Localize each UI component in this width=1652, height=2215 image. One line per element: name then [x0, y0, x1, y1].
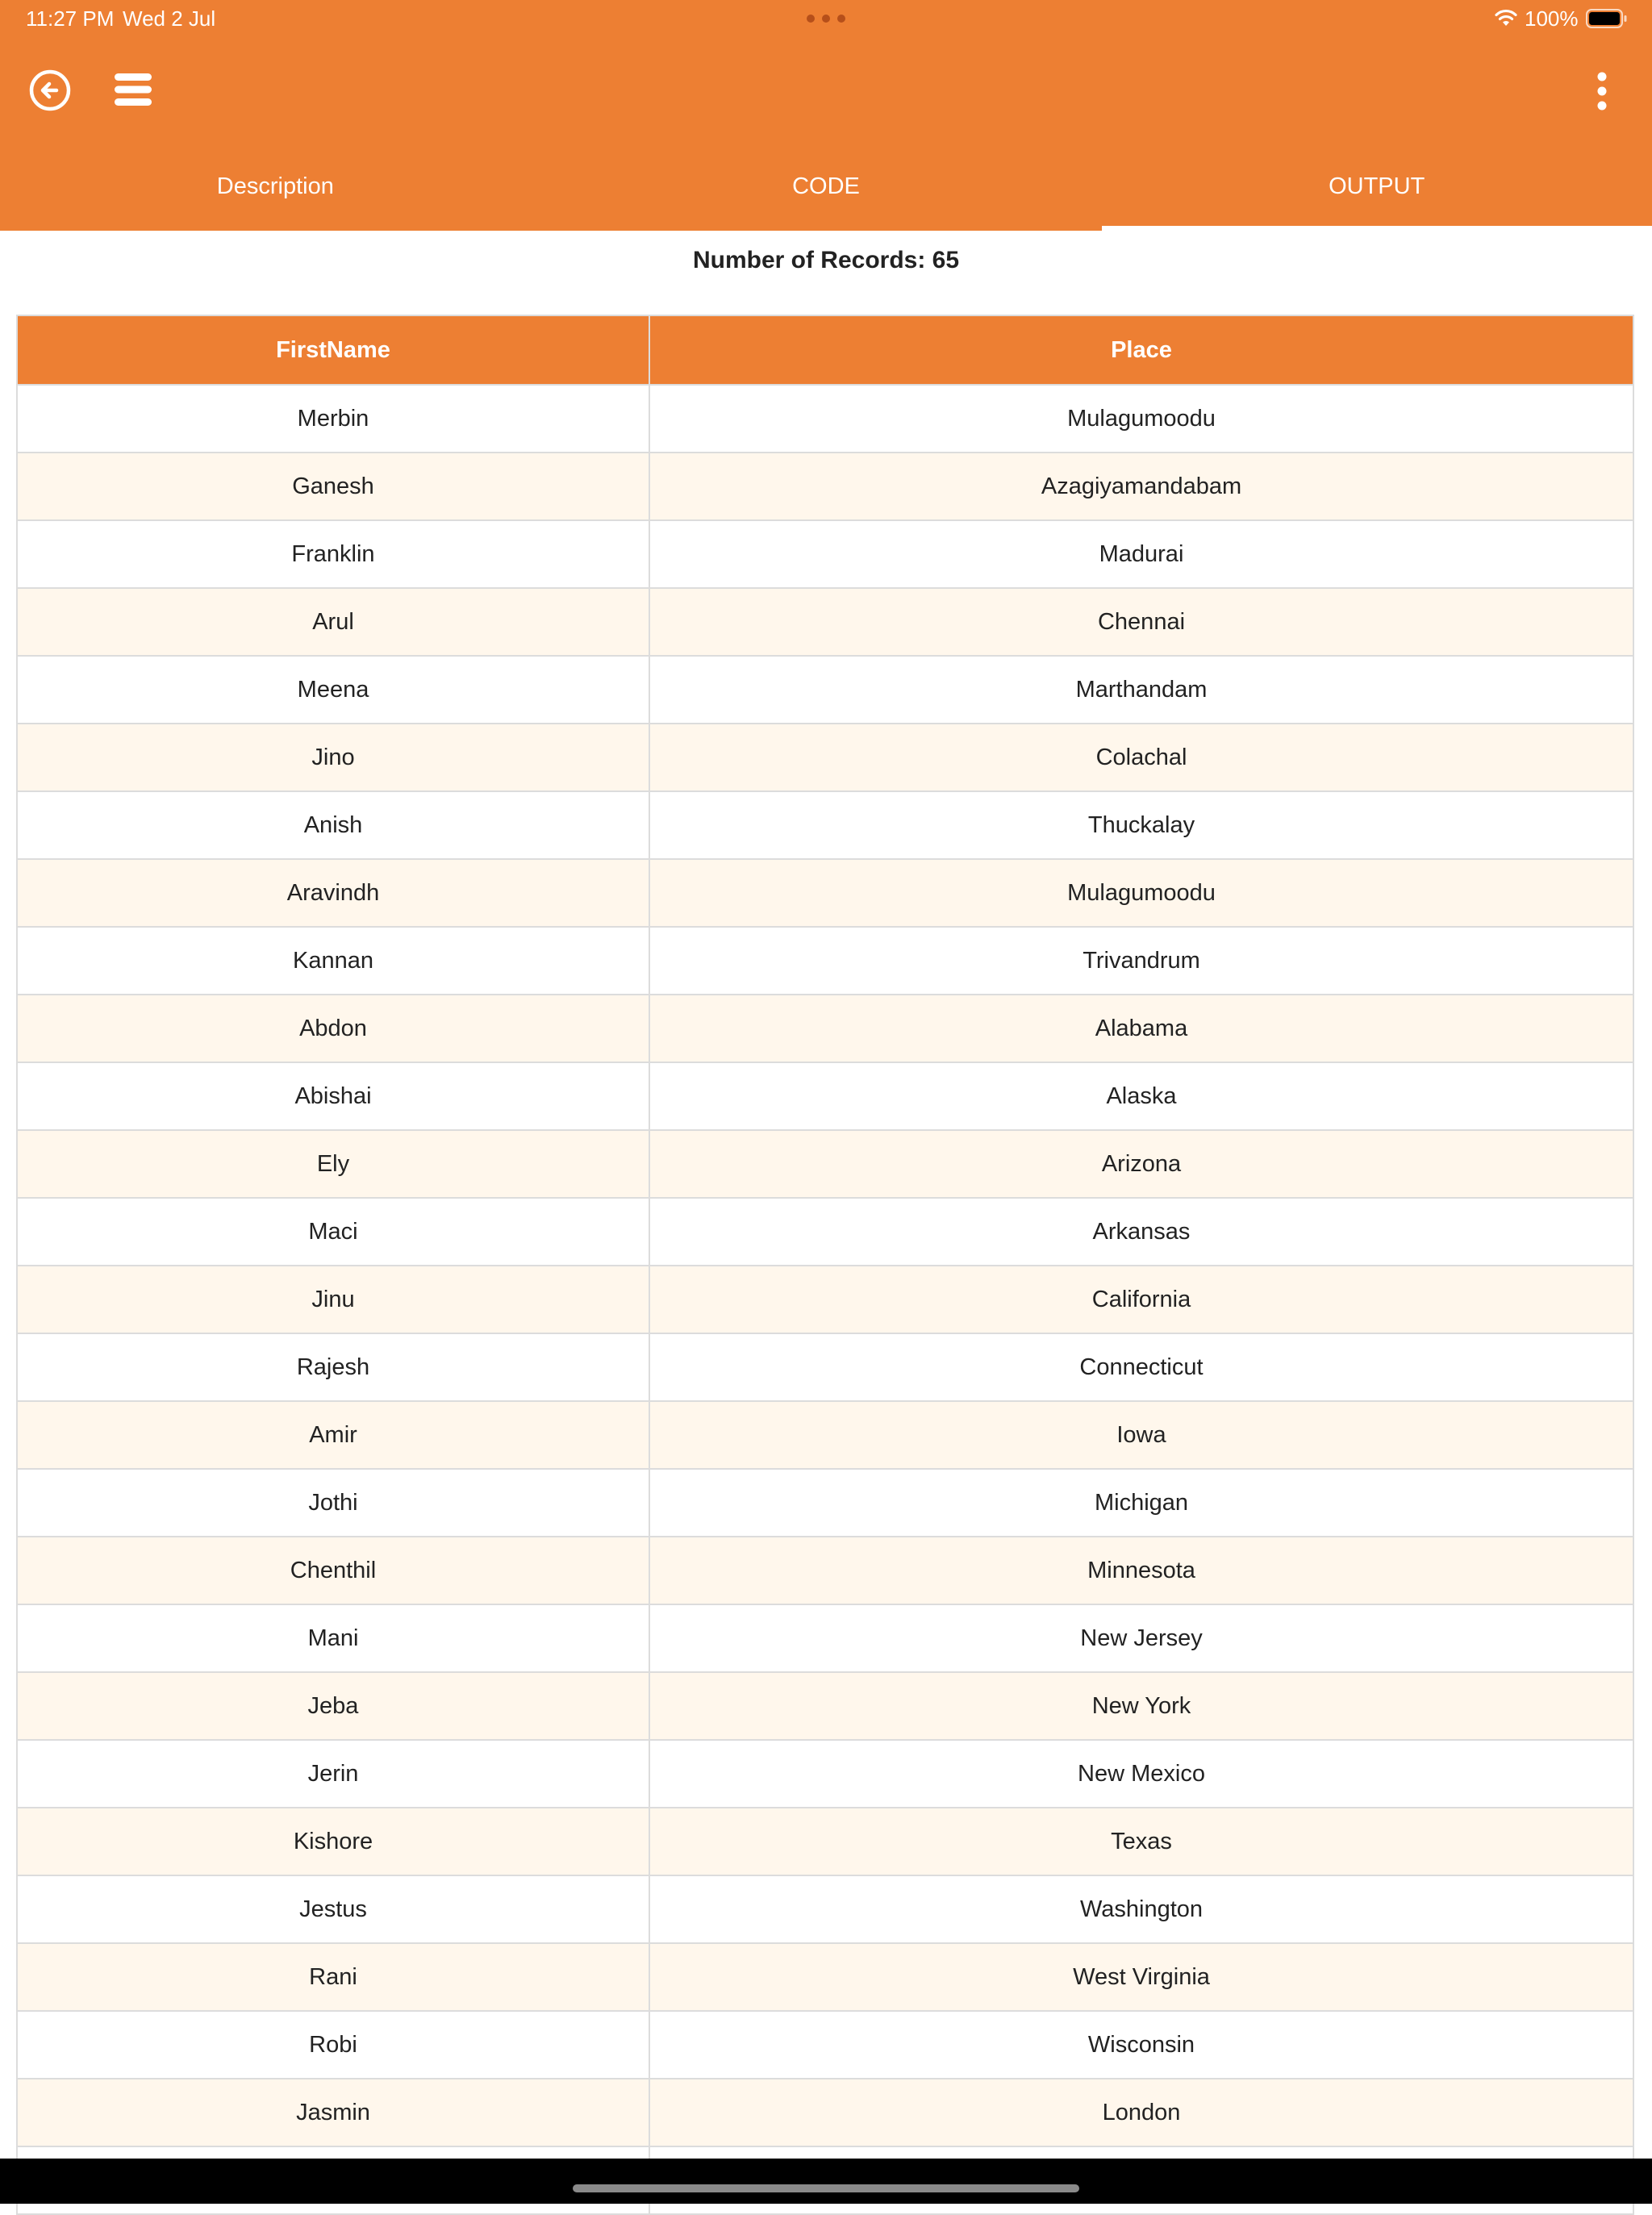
battery-icon	[1586, 9, 1628, 28]
table-row[interactable]	[17, 1198, 1633, 1266]
cell-firstname: Jasmin	[17, 2079, 649, 2146]
battery-percentage: 100%	[1525, 6, 1579, 31]
hamburger-menu-icon[interactable]	[113, 71, 153, 108]
cell-firstname: Franklin	[17, 520, 649, 588]
cell-firstname: Abishai	[17, 1062, 649, 1130]
column-header-place[interactable]: Place	[649, 315, 1633, 385]
cell-place: London	[649, 2079, 1633, 2146]
table-row[interactable]	[17, 859, 1633, 927]
cell-firstname: Ely	[17, 1130, 649, 1198]
cell-firstname: Maci	[17, 1198, 649, 1266]
home-indicator-area	[0, 2159, 1652, 2204]
wifi-icon	[1494, 8, 1518, 27]
home-indicator[interactable]	[573, 2184, 1079, 2192]
cell-firstname: Rani	[17, 1943, 649, 2011]
table-row[interactable]	[17, 1062, 1633, 1130]
cell-firstname: Amir	[17, 1401, 649, 1469]
cell-place: Alabama	[649, 995, 1633, 1062]
cell-place: New Mexico	[649, 1740, 1633, 1808]
cell-place: California	[649, 1266, 1633, 1333]
table-row[interactable]	[17, 1875, 1633, 1943]
cell-place: West Virginia	[649, 1943, 1633, 2011]
app-toolbar	[0, 37, 1652, 142]
multitasking-dots-icon[interactable]	[807, 15, 845, 23]
table-header-row	[17, 315, 1633, 385]
tab-description[interactable]: Description	[216, 173, 334, 199]
table-row[interactable]	[17, 2011, 1633, 2079]
table-row[interactable]	[17, 995, 1633, 1062]
back-arrow-circle-icon[interactable]	[29, 69, 71, 111]
table-row[interactable]	[17, 1469, 1633, 1537]
table-row[interactable]	[17, 1808, 1633, 1875]
cell-place: Connecticut	[649, 1333, 1633, 1401]
table-row[interactable]	[17, 1943, 1633, 2011]
cell-place: Alaska	[649, 1062, 1633, 1130]
table-row[interactable]	[17, 1333, 1633, 1401]
table-row[interactable]	[17, 1537, 1633, 1604]
table-row[interactable]	[17, 1130, 1633, 1198]
table-row[interactable]	[17, 588, 1633, 656]
cell-firstname: Abdon	[17, 995, 649, 1062]
cell-place: Chennai	[649, 588, 1633, 656]
cell-place: Trivandrum	[649, 927, 1633, 995]
cell-firstname: Jothi	[17, 1469, 649, 1537]
table-row[interactable]	[17, 1604, 1633, 1672]
cell-firstname: Jino	[17, 724, 649, 791]
cell-firstname: Jestus	[17, 1875, 649, 1943]
cell-firstname: Jerin	[17, 1740, 649, 1808]
cell-firstname: Chenthil	[17, 1537, 649, 1604]
cell-firstname: Ganesh	[17, 453, 649, 520]
cell-firstname: Jinu	[17, 1266, 649, 1333]
cell-place: Texas	[649, 1808, 1633, 1875]
cell-firstname: Robi	[17, 2011, 649, 2079]
cell-place: Wisconsin	[649, 2011, 1633, 2079]
table-row[interactable]	[17, 385, 1633, 453]
table-row[interactable]	[17, 791, 1633, 859]
cell-place: Mulagumoodu	[649, 859, 1633, 927]
cell-place: Madurai	[649, 520, 1633, 588]
table-row[interactable]	[17, 2079, 1633, 2146]
table-row[interactable]	[17, 1740, 1633, 1808]
table-row[interactable]	[17, 1266, 1633, 1333]
cell-place: New Jersey	[649, 1604, 1633, 1672]
status-time: 11:27 PM	[26, 6, 115, 31]
tab-output[interactable]: OUTPUT	[1329, 173, 1425, 199]
records-table	[16, 315, 1634, 2215]
cell-place: Thuckalay	[649, 791, 1633, 859]
cell-place: Mulagumoodu	[649, 385, 1633, 453]
tab-code[interactable]: CODE	[792, 173, 860, 199]
more-vertical-icon[interactable]	[1587, 71, 1617, 111]
active-tab-indicator	[1102, 226, 1652, 231]
cell-place: Marthandam	[649, 656, 1633, 724]
tab-bar	[0, 142, 1652, 231]
table-row[interactable]	[17, 1672, 1633, 1740]
cell-place: Colachal	[649, 724, 1633, 791]
cell-firstname: Jeba	[17, 1672, 649, 1740]
status-date: Wed 2 Jul	[123, 6, 216, 31]
cell-place: Michigan	[649, 1469, 1633, 1537]
table-row[interactable]	[17, 453, 1633, 520]
cell-firstname: Kishore	[17, 1808, 649, 1875]
cell-place: Washington	[649, 1875, 1633, 1943]
cell-firstname: Merbin	[17, 385, 649, 453]
status-bar	[0, 0, 1652, 37]
cell-firstname: Meena	[17, 656, 649, 724]
cell-firstname: Arul	[17, 588, 649, 656]
cell-firstname: Mani	[17, 1604, 649, 1672]
table-row[interactable]	[17, 1401, 1633, 1469]
table-row[interactable]	[17, 520, 1633, 588]
cell-place: Arkansas	[649, 1198, 1633, 1266]
cell-place: Minnesota	[649, 1537, 1633, 1604]
table-row[interactable]	[17, 927, 1633, 995]
table-row[interactable]	[17, 724, 1633, 791]
cell-firstname: Kannan	[17, 927, 649, 995]
cell-place: Arizona	[649, 1130, 1633, 1198]
record-count: Number of Records: 65	[692, 247, 960, 273]
column-header-firstname[interactable]: FirstName	[17, 315, 649, 385]
table-row[interactable]	[17, 656, 1633, 724]
cell-firstname: Rajesh	[17, 1333, 649, 1401]
cell-place: Iowa	[649, 1401, 1633, 1469]
cell-firstname: Aravindh	[17, 859, 649, 927]
cell-place: New York	[649, 1672, 1633, 1740]
cell-place: Azagiyamandabam	[649, 453, 1633, 520]
cell-firstname: Anish	[17, 791, 649, 859]
